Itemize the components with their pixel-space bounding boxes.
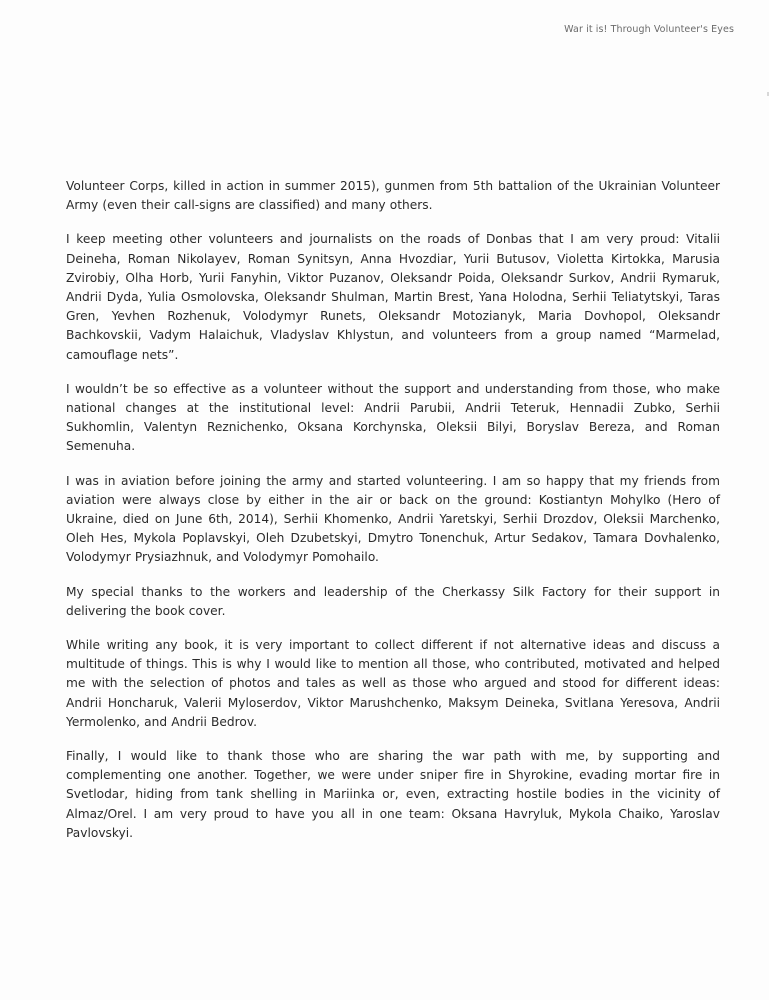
paragraph-7: Finally, I would like to thank those who are sharing the war path with me, by supporting and complementing one another. Together, we were under sniper fire in Shyrokine, evading mortar fire in Svetlodar, hiding from tank shelling in Mariinka or, even, extracting hostile bodies in the vicinity of Almaz/Orel. I am very proud to have you all in one team: Oksana Havryluk, Mykola Chaiko, Yaroslav Pavlovskyi. [66,749,720,840]
paragraph-6: While writing any book, it is very important to collect different if not alternative ideas and discuss a multitude of things. This is why I would like to mention all those, who contributed, motivated and helped me with the selection of photos and tales as well as those who argued and stood for different ideas: Andrii Honcharuk, Valerii Myloserdov, Viktor Marushchenko, Maksym Deineka, Svitlana Yeresova, Andrii Yermolenko, and Andrii Bedrov. [66,638,720,729]
paragraph-5: My special thanks to the workers and leadership of the Cherkassy Silk Factory for their support in delivering the book cover. [66,584,720,618]
running-header: War it is! Through Volunteer's Eyes [564,24,734,35]
paragraph-1: Volunteer Corps, killed in action in summer 2015), gunmen from 5th battalion of the Ukrainian Volunteer Army (even their call-signs are classified) and many others. [66,179,720,213]
paragraph-3: I wouldn’t be so effective as a volunteer without the support and understanding from those, who make national changes at the institutional level: Andrii Parubii, Andrii Teteruk, Hennadii Zubko, Serhii Sukhomlin, Valentyn Reznichenko, Oksana Korchynska, Oleksii Bilyi, Boryslav Bereza, and Roman Semenuha. [66,381,720,454]
paragraph-2: I keep meeting other volunteers and journalists on the roads of Donbas that I am very proud: Vitalii Deineha, Roman Nikolayev, Roman Synitsyn, Anna Hvozdiar, Yurii Butusov, Violetta Kirtokka, Marusia Zvirobiy, Olha Horb, Yurii Fanyhin, Viktor Puzanov, Oleksandr Poida, Oleksandr Surkov, Andrii Rymaruk, Andrii Dyda, Yulia Osmolovska, Oleksandr Shulman, Martin Brest, Yana Holodna, Serhii Teliatytskyi, Taras Gren, Yevhen Rozhenuk, Volodymyr Runets, Oleksandr Motozianyk, Maria Dovhopol, Oleksandr Bachkovskii, Vadym Halaichuk, Vladyslav Khlystun, and volunteers from a group named “Marmelad, camouflage nets”. [66,232,720,362]
body-text [66,177,720,858]
paragraph-4: I was in aviation before joining the army and started volunteering. I am so happy that my friends from aviation were always close by either in the air or back on the ground: Kostiantyn Mohylko (Hero of Ukraine, died on June 6th, 2014), Serhii Khomenko, Andrii Yaretskyi, Serhii Drozdov, Oleksii Marchenko, Oleh Hes, Mykola Poplavskyi, Oleh Dzubetskyi, Dmytro Tonenchuk, Artur Sedakov, Tamara Dovhalenko, Volodymyr Prysiazhnuk, and Volodymyr Pomohailo. [66,473,720,565]
